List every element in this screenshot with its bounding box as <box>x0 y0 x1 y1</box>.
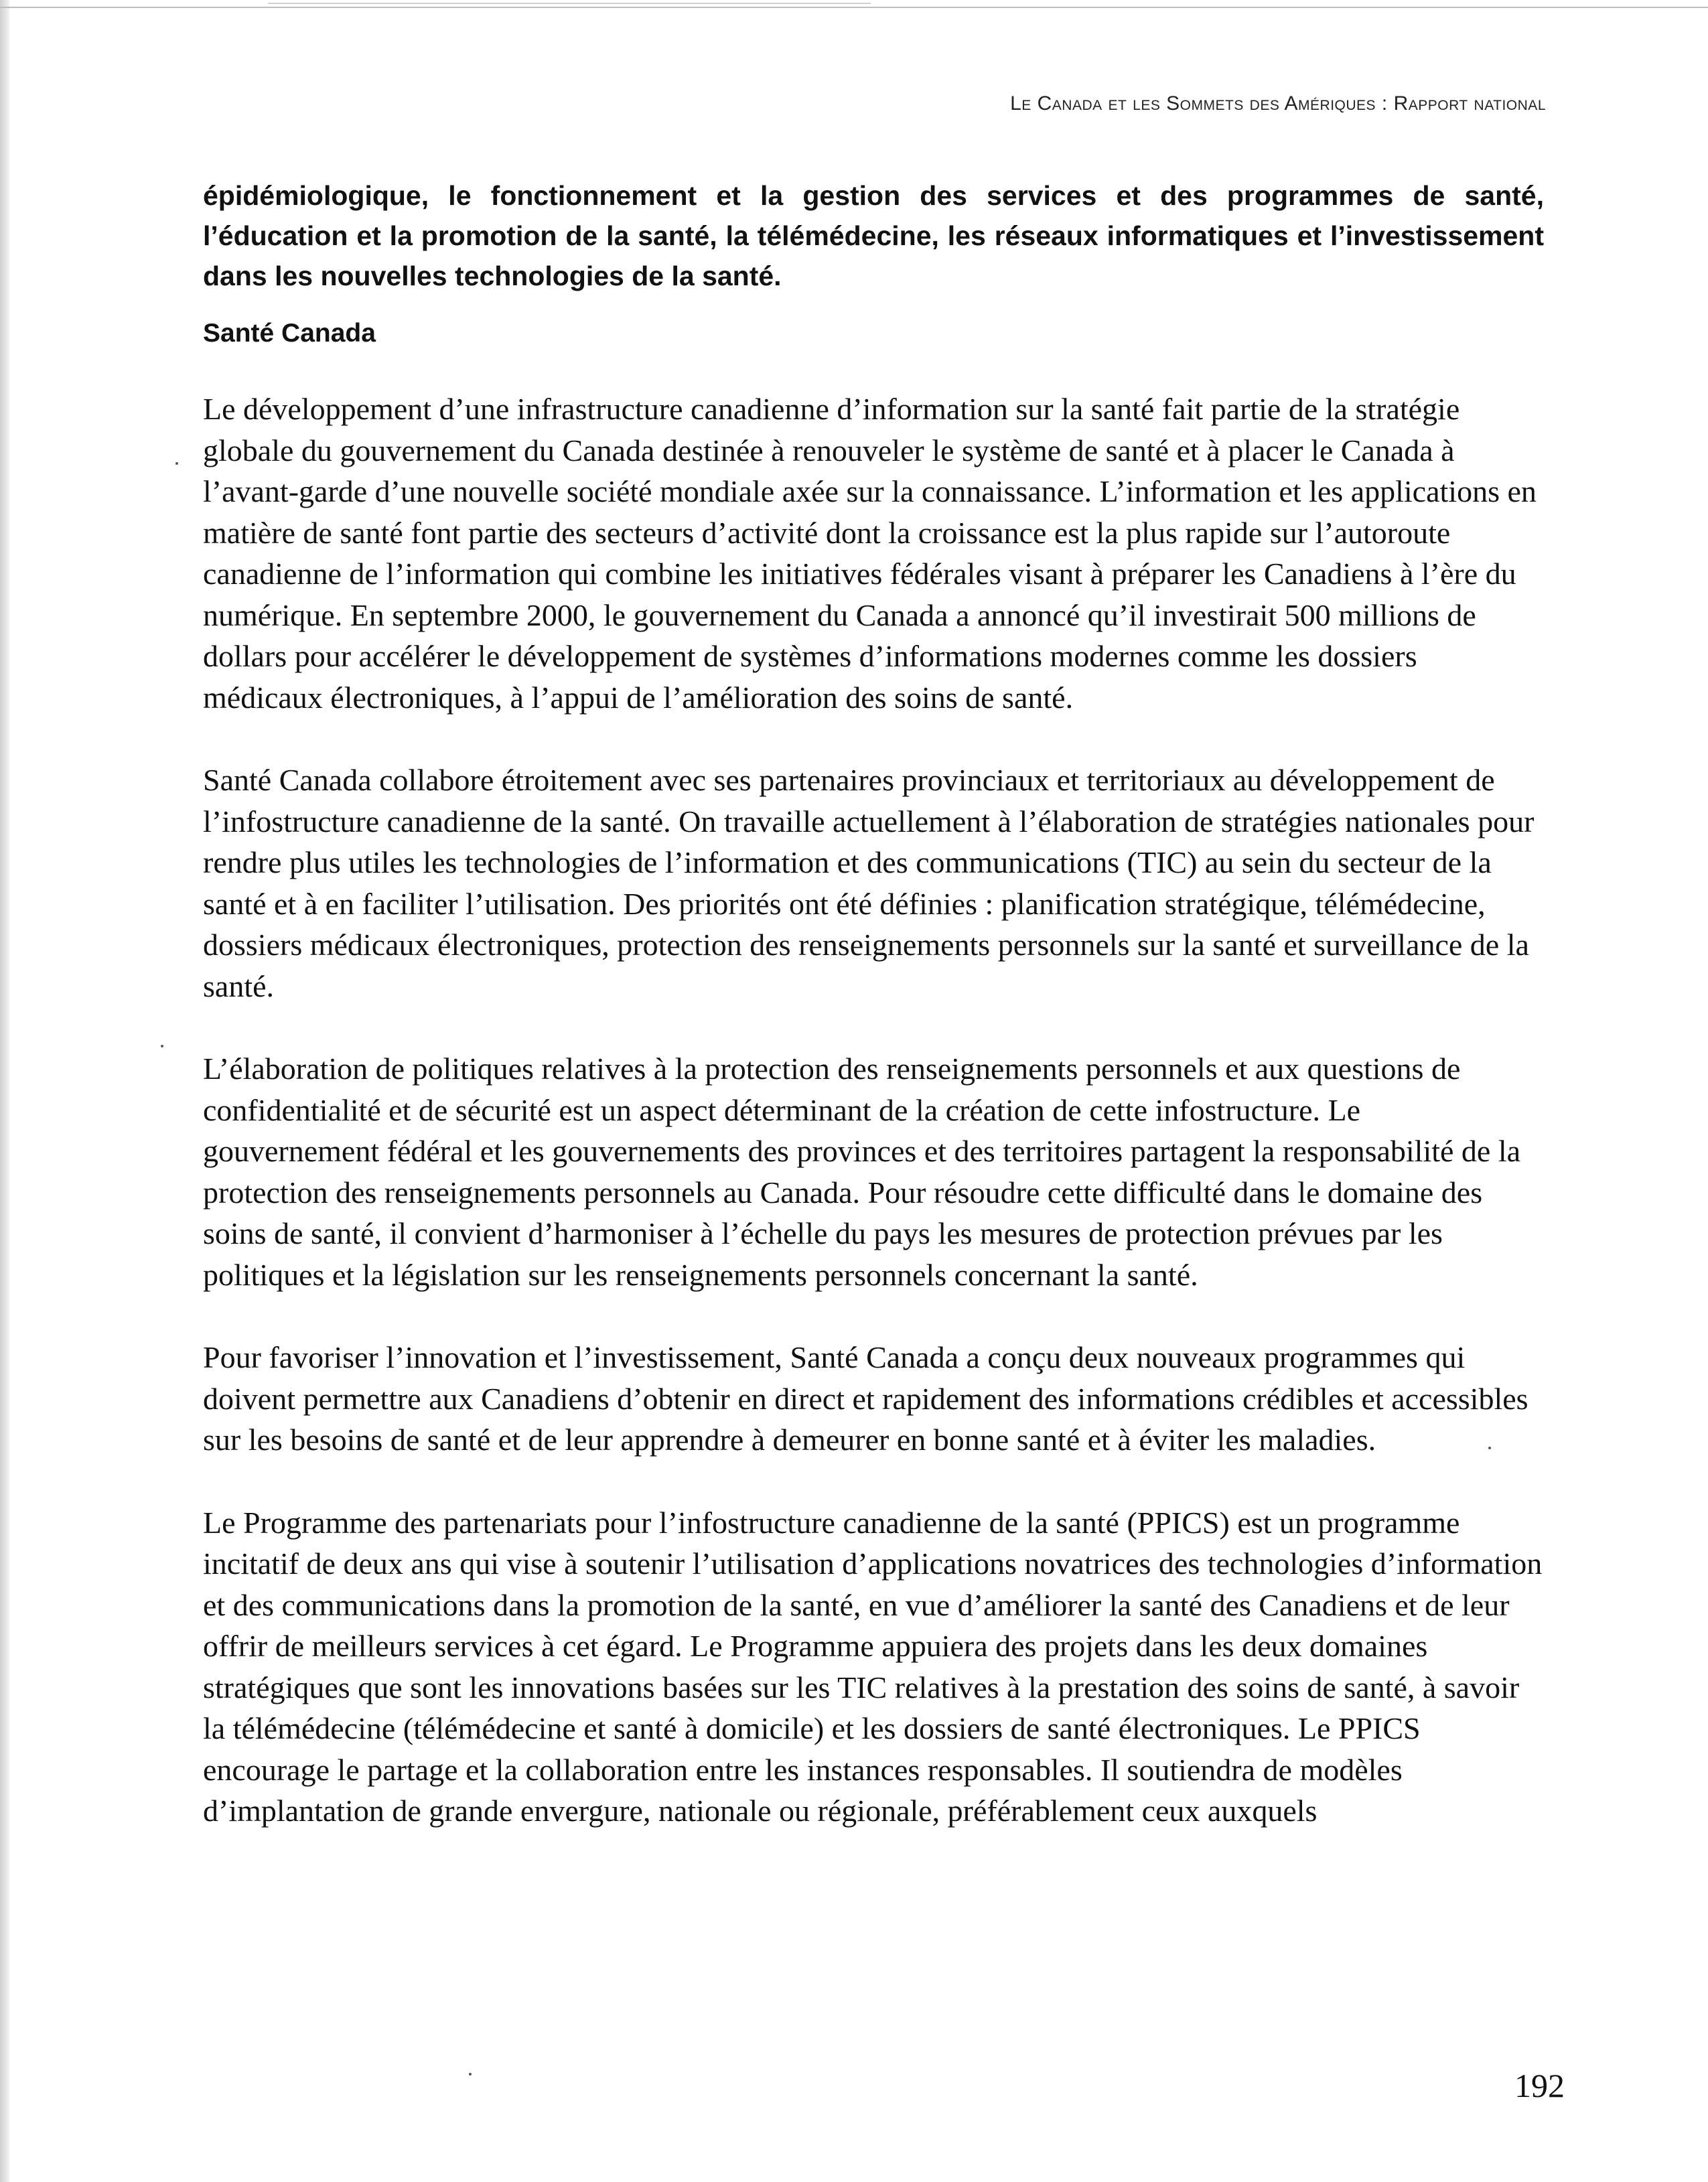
body-text <box>203 388 1543 1873</box>
scan-speck <box>175 462 178 465</box>
scan-edge <box>0 0 9 2182</box>
page-number: 192 <box>1514 2067 1565 2104</box>
running-header: Le Canada et les Sommets des Amériques : Rapport national <box>1010 92 1546 115</box>
scan-line <box>268 3 871 4</box>
paragraph: Santé Canada collabore étroitement avec ses partenaires provinciaux et territoriaux au développement de l’infostructure canadienne de la santé. On travaille actuellement à l’élaboration de stratégies nationales pour rendre plus utiles les technologies de l’information et des communications (TIC) au sein du secteur de la santé et à en faciliter l’utilisation. Des priorités ont été définies : planification stratégique, télémédecine, dossiers médicaux électroniques, protection des renseignements personnels sur la santé et surveillance de la santé. <box>203 763 1535 1003</box>
paragraph: L’élaboration de politiques relatives à la protection des renseignements personnels et aux questions de confidentialité et de sécurité est un aspect déterminant de la création de cette infostructure. Le gouvernement fédéral et les gouvernements des provinces et des territoires partagent la responsabilité de la protection des renseignements personnels au Canada. Pour résoudre cette difficulté dans le domaine des soins de santé, il convient d’harmoniser à l’échelle du pays les mesures de protection prévues par les politiques et la législation sur les renseignements personnels concernant la santé. <box>203 1051 1521 1292</box>
section-heading: Santé Canada <box>203 319 376 348</box>
paragraph: Le développement d’une infrastructure canadienne d’information sur la santé fait partie de la stratégie globale du gouvernement du Canada destinée à renouveler le système de santé et à placer le Canada à l’avant-garde d’une nouvelle société mondiale axée sur la connaissance. L’information et les applications en matière de santé font partie des secteurs d’activité dont la croissance est la plus rapide sur l’autoroute canadienne de l’information qui combine les initiatives fédérales visant à préparer les Canadiens à l’ère du numérique. En septembre 2000, le gouvernement du Canada a annoncé qu’il investirait 500 millions de dollars pour accélérer le développement de systèmes d’informations modernes comme les dossiers médicaux électroniques, à l’appui de l’amélioration des soins de santé. <box>203 392 1537 715</box>
scan-line <box>0 7 1708 8</box>
paragraph: Pour favoriser l’innovation et l’investissement, Santé Canada a conçu deux nouveaux programmes qui doivent permettre aux Canadiens d’obtenir en direct et rapidement des informations crédibles et accessibles sur les besoins de santé et de leur apprendre à demeurer en bonne santé et à éviter les maladies. <box>203 1340 1528 1457</box>
intro-paragraph: épidémiologique, le fonctionnement et la gestion des services et des programmes de santé, l’éducation et la promotion de la santé, la télémédecine, les réseaux informatiques et l’investissement dans les nouvelles technologies de la santé. <box>203 180 1544 291</box>
paragraph: Le Programme des partenariats pour l’infostructure canadienne de la santé (PPICS) est un programme incitatif de deux ans qui vise à soutenir l’utilisation d’applications novatrices des technologies d’information et des communications dans la promotion de la santé, en vue d’améliorer la santé des Canadiens et de leur offrir de meilleurs services à cet égard. Le Programme appuiera des projets dans les deux domaines stratégiques que sont les innovations basées sur les TIC relatives à la prestation des soins de santé, à savoir la télémédecine (télémédecine et santé à domicile) et les dossiers de santé électroniques. Le PPICS encourage le partage et la collaboration entre les instances responsables. Il soutiendra de modèles d’implantation de grande envergure, nationale ou régionale, préférablement ceux auxquels <box>203 1505 1543 1828</box>
scan-speck <box>161 1045 163 1047</box>
scan-speck <box>469 2073 472 2076</box>
